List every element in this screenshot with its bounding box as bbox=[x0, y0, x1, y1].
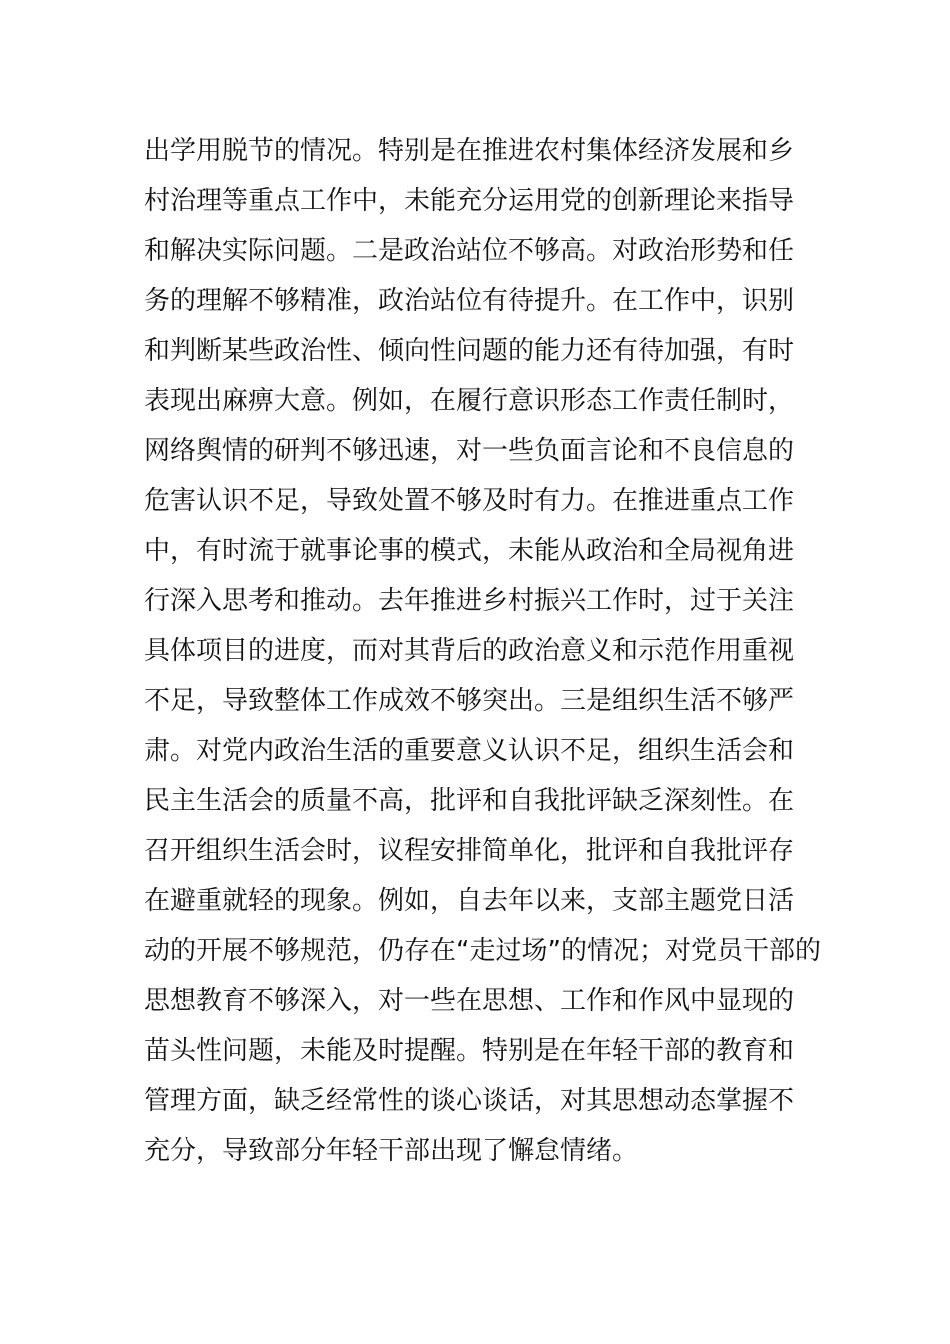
paragraph-line: 管理方面，缺乏经常性的谈心谈话，对其思想动态掌握不 bbox=[144, 1086, 795, 1116]
paragraph-line: 具体项目的进度，而对其背后的政治意义和示范作用重视 bbox=[144, 636, 795, 666]
paragraph-line: 行深入思考和推动。去年推进乡村振兴工作时，过于关注 bbox=[144, 586, 795, 616]
paragraph-line: 在避重就轻的现象。例如，自去年以来，支部主题党日活 bbox=[144, 886, 795, 916]
paragraph-line: 苗头性问题，未能及时提醒。特别是在年轻干部的教育和 bbox=[144, 1036, 795, 1066]
paragraph-line: 网络舆情的研判不够迅速，对一些负面言论和不良信息的 bbox=[144, 436, 795, 466]
paragraph-line: 中，有时流于就事论事的模式，未能从政治和全局视角进 bbox=[144, 536, 795, 566]
paragraph-line: 召开组织生活会时，议程安排简单化，批评和自我批评存 bbox=[144, 836, 795, 866]
paragraph-line: 务的理解不够精准，政治站位有待提升。在工作中，识别 bbox=[144, 286, 795, 316]
paragraph-line: 动的开展不够规范，仍存在“走过场”的情况；对党员干部的 bbox=[144, 936, 821, 966]
paragraph-line: 充分，导致部分年轻干部出现了懈怠情绪。 bbox=[144, 1136, 639, 1166]
paragraph-line: 出学用脱节的情况。特别是在推进农村集体经济发展和乡 bbox=[144, 136, 795, 166]
paragraph-line: 肃。对党内政治生活的重要意义认识不足，组织生活会和 bbox=[144, 736, 795, 766]
paragraph-line: 和解决实际问题。二是政治站位不够高。对政治形势和任 bbox=[144, 236, 795, 266]
paragraph-line: 和判断某些政治性、倾向性问题的能力还有待加强，有时 bbox=[144, 336, 795, 366]
paragraph-line: 危害认识不足，导致处置不够及时有力。在推进重点工作 bbox=[144, 486, 795, 516]
paragraph-line: 思想教育不够深入，对一些在思想、工作和作风中显现的 bbox=[144, 986, 795, 1016]
paragraph-line: 民主生活会的质量不高，批评和自我批评缺乏深刻性。在 bbox=[144, 786, 795, 816]
paragraph-line: 不足，导致整体工作成效不够突出。三是组织生活不够严 bbox=[144, 686, 795, 716]
paragraph-line: 村治理等重点工作中，未能充分运用党的创新理论来指导 bbox=[144, 186, 795, 216]
body-paragraph bbox=[144, 126, 821, 1176]
paragraph-line: 表现出麻痹大意。例如，在履行意识形态工作责任制时， bbox=[144, 386, 795, 416]
